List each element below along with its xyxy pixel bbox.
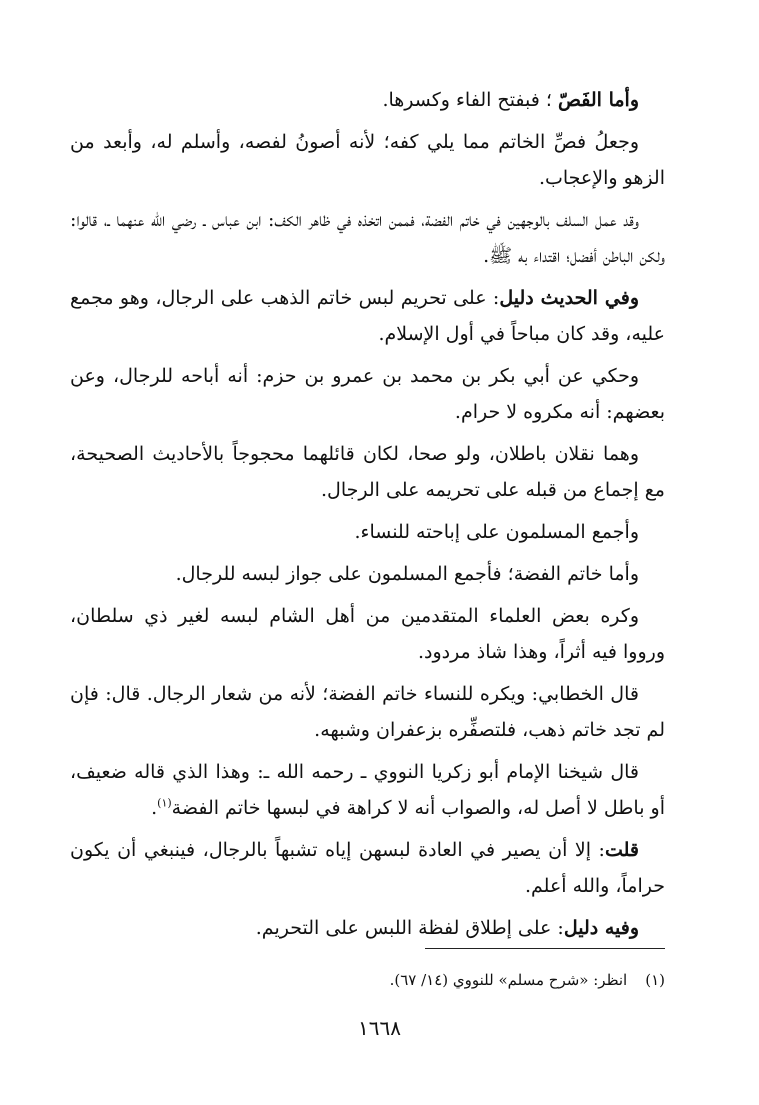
- paragraph-13-lead: وفيه دليل: [563, 917, 639, 939]
- paragraph-4-text: : على تحريم لبس خاتم الذهب على الرجال، وهو مجمع عليه، وقد كان مباحاً في أول الإسلام.: [70, 287, 665, 345]
- paragraph-4-lead: وفي الحديث دليل: [499, 287, 639, 309]
- paragraph-13: [70, 910, 665, 946]
- footnote-reference[interactable]: (١): [157, 796, 172, 810]
- page-number: ١٦٦٨: [358, 1016, 401, 1040]
- paragraph-11-tail: .: [151, 797, 158, 819]
- paragraph-3-text: وقد عمل السلف بالوجهين في خاتم الفضة، فممن اتخذه في ظاهر الكف: ابن عباس ـ رضي الله عنهما ـ، قالوا: ولكن الباطن أفضل؛ اقتداء به ﷺ.: [70, 209, 665, 267]
- paragraph-11-text: قال شيخنا الإمام أبو زكريا النووي ـ رحمه الله ـ: وهذا الذي قاله ضعيف، أو باطل لا أصل له، والصواب أنه لا كراهة في لبسها خاتم الفضة: [70, 761, 665, 819]
- paragraph-10-text: قال الخطابي: ويكره للنساء خاتم الفضة؛ لأنه من شعار الرجال. قال: فإن لم تجد خاتم ذهب، فلتصفِّره بزعفران وشبهه.: [70, 683, 665, 741]
- paragraph-12-text: : إلا أن يصير في العادة لبسهن إياه تشبهاً بالرجال، فينبغي أن يكون حراماً، والله أعلم.: [70, 839, 665, 897]
- paragraph-11: [70, 754, 665, 826]
- paragraph-8-text: وأما خاتم الفضة؛ فأجمع المسلمون على جواز لبسه للرجال.: [175, 563, 639, 585]
- paragraph-1-text: ؛ فبفتح الفاء وكسرها.: [382, 89, 552, 111]
- paragraph-9: [70, 598, 665, 670]
- footnote-mark: (١): [645, 971, 665, 989]
- paragraph-6: [70, 436, 665, 508]
- footnote-divider: [425, 948, 665, 949]
- paragraph-12-lead: قلت: [604, 839, 639, 861]
- paragraph-13-text: : على إطلاق لفظة اللبس على التحريم.: [255, 917, 564, 939]
- main-text: [70, 82, 665, 952]
- paragraph-10: [70, 676, 665, 748]
- paragraph-5: [70, 358, 665, 430]
- paragraph-5-text: وحكي عن أبي بكر بن محمد بن عمرو بن حزم: أنه أباحه للرجال، وعن بعضهم: أنه مكروه لا حرام.: [70, 365, 665, 423]
- paragraph-7-text: وأجمع المسلمون على إباحته للنساء.: [354, 521, 639, 543]
- paragraph-8: [70, 556, 665, 592]
- paragraph-1: [70, 82, 665, 118]
- paragraph-2: [70, 124, 665, 196]
- paragraph-9-text: وكره بعض العلماء المتقدمين من أهل الشام لبسه لغير ذي سلطان، ورووا فيه أثراً، وهذا شاذ مردود.: [70, 605, 665, 663]
- paragraph-6-text: وهما نقلان باطلان، ولو صحا، لكان قائلهما محجوجاً بالأحاديث الصحيحة، مع إجماع من قبله على تحريمه على الرجال.: [70, 443, 665, 501]
- paragraph-1-lead: وأما الفَصّ: [558, 89, 639, 111]
- paragraph-4: [70, 280, 665, 352]
- paragraph-12: [70, 832, 665, 904]
- footnote: [70, 968, 665, 992]
- paragraph-3: [70, 202, 665, 274]
- paragraph-2-text: وجعلُ فصِّ الخاتم مما يلي كفه؛ لأنه أصونُ لفصه، وأسلم له، وأبعد من الزهو والإعجاب.: [70, 131, 665, 189]
- paragraph-7: [70, 514, 665, 550]
- footnote-text: انظر: «شرح مسلم» للنووي (١٤/ ٦٧).: [389, 971, 628, 989]
